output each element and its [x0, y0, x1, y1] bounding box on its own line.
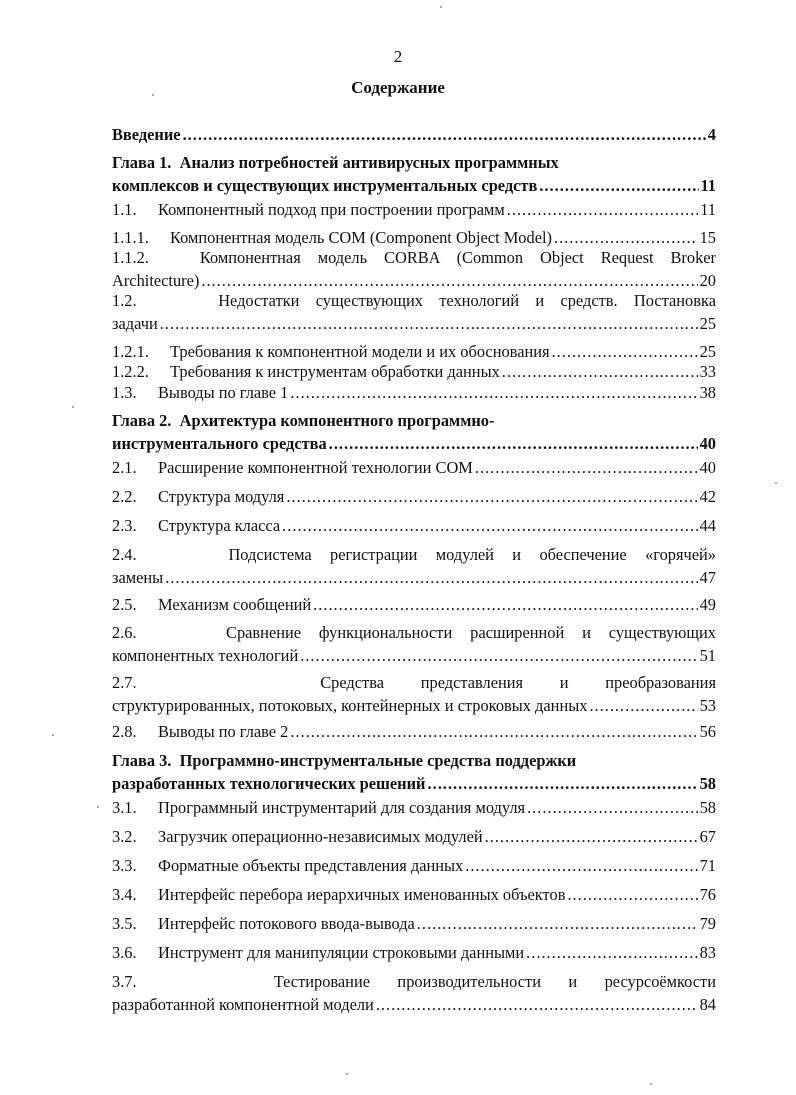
toc-number: 2.1.	[112, 458, 137, 477]
toc-entry-3-2	[112, 825, 716, 848]
toc-page: 42	[699, 487, 716, 506]
toc-number: Глава 1.	[112, 153, 172, 172]
toc-entry-chapter-2	[112, 409, 716, 455]
toc-title: Структура модуля	[158, 487, 285, 506]
toc-page: 44	[699, 516, 716, 535]
toc-entry-3-6	[112, 941, 716, 964]
toc-page: 47	[699, 568, 716, 587]
toc-title: Требования к инструментам обработки данных	[170, 362, 500, 381]
toc-page: 40	[699, 458, 716, 477]
toc-entry-introduction	[112, 123, 716, 146]
toc-title-continued: задачи	[112, 314, 158, 333]
toc-leader	[417, 912, 698, 935]
toc-number: 1.1.1.	[112, 228, 149, 247]
toc-page: 15	[699, 228, 716, 247]
toc-entry-2-3	[112, 514, 716, 537]
toc-entry-1-1-2	[112, 246, 716, 292]
toc-page: 4	[707, 125, 716, 144]
toc-number: 3.7.	[112, 972, 137, 991]
toc-number: 1.2.	[112, 291, 137, 310]
toc-number: 2.4.	[112, 545, 137, 564]
toc-entry-2-4	[112, 543, 716, 589]
toc-title: Выводы по главе 2	[158, 722, 289, 741]
toc-entry-1-2	[112, 289, 716, 335]
toc-entry-chapter-3	[112, 749, 716, 795]
toc-leader	[475, 456, 698, 479]
toc-entry-chapter-1	[112, 151, 716, 197]
toc-entry-2-2	[112, 485, 716, 508]
toc-leader	[465, 854, 697, 877]
toc-title: Инструмент для манипуляции строковыми данными	[158, 943, 525, 962]
toc-page: 40	[699, 434, 716, 453]
toc-title: Требования к компонентной модели и их обоснования	[170, 342, 550, 361]
toc-title-continued: инструментального средства	[112, 434, 327, 453]
toc-page: 67	[699, 827, 716, 846]
toc-leader	[589, 694, 697, 717]
toc-leader	[567, 883, 697, 906]
toc-title: Форматные объекты представления данных	[158, 856, 464, 875]
toc-entry-3-3	[112, 854, 716, 877]
toc-entry-2-1	[112, 456, 716, 479]
toc-entry-3-4	[112, 883, 716, 906]
toc-title: Компонентный подход при построении программ	[158, 200, 505, 219]
toc-page: 71	[699, 856, 716, 875]
toc-number: 2.8.	[112, 722, 137, 741]
toc-number: Глава 2.	[112, 411, 172, 430]
toc-page: 58	[699, 798, 716, 817]
toc-title: Программный инструментарий для создания модуля	[158, 798, 526, 817]
toc-page: 58	[699, 774, 716, 793]
toc-title: Интерфейс перебора иерархичных именованных объектов	[158, 885, 566, 904]
toc-number: 2.5.	[112, 595, 137, 614]
toc-title: Расширение компонентной технологии COM	[158, 458, 473, 477]
scan-speck	[775, 482, 777, 484]
toc-leader	[300, 644, 697, 667]
toc-entry-3-1	[112, 796, 716, 819]
toc-number: 2.7.	[112, 673, 137, 692]
toc-entry-2-6	[112, 621, 716, 667]
toc-leader	[313, 593, 697, 616]
toc-page: 38	[699, 383, 716, 402]
toc-title: Интерфейс потокового ввода-вывода	[158, 914, 415, 933]
scan-speck	[346, 1073, 348, 1075]
toc-title-continued: компонентных технологий	[112, 646, 299, 665]
toc-title: Загрузчик операционно-независимых модулей	[158, 827, 483, 846]
toc-title: Анализ потребностей антивирусных программных	[179, 153, 559, 172]
toc-number: 1.3.	[112, 383, 137, 402]
scan-speck	[72, 406, 74, 408]
toc-title: Программно-инструментальные средства поддержки	[179, 751, 577, 770]
toc-leader	[160, 312, 698, 335]
toc-number: Глава 3.	[112, 751, 172, 770]
toc-page: 83	[699, 943, 716, 962]
toc-page: 11	[700, 176, 716, 195]
toc-leader	[526, 941, 697, 964]
toc-title: Сравнение функциональности расширенной и существующих	[226, 623, 716, 642]
toc-leader	[290, 720, 697, 743]
toc-entry-2-5	[112, 593, 716, 616]
toc-title: Компонентная модель COM (Component Object Model)	[170, 228, 552, 247]
toc-leader	[286, 485, 697, 508]
toc-number: 3.2.	[112, 827, 137, 846]
toc-entry-1-1	[112, 198, 716, 221]
toc-page: 53	[699, 696, 716, 715]
toc-page: 20	[699, 271, 716, 290]
toc-number: 3.6.	[112, 943, 137, 962]
toc-page: 33	[699, 362, 716, 381]
toc-title-continued: разработанных технологических решений	[112, 774, 426, 793]
toc-number: 3.5.	[112, 914, 137, 933]
toc-title: Выводы по главе 1	[158, 383, 289, 402]
toc-title: Недостатки существующих технологий и средств. Постановка	[218, 291, 716, 310]
toc-entry-3-7	[112, 970, 716, 1016]
toc-leader	[376, 993, 698, 1016]
toc-number: 3.1.	[112, 798, 137, 817]
toc-number: 2.3.	[112, 516, 137, 535]
toc-leader	[183, 123, 706, 146]
toc-title-continued: замены	[112, 568, 164, 587]
toc-title-continued: комплексов и существующих инструментальных средств	[112, 176, 538, 195]
toc-title: Механизм сообщений	[158, 595, 312, 614]
scan-speck	[650, 1083, 652, 1085]
toc-title-continued: структурированных, потоковых, контейнерных и строковых данных	[112, 696, 588, 715]
toc-title: Подсистема регистрации модулей и обеспечение «горячей»	[228, 545, 716, 564]
toc-number: 2.2.	[112, 487, 137, 506]
toc-number: 1.2.1.	[112, 342, 149, 361]
toc-number: 2.6.	[112, 623, 137, 642]
toc-entry-1-3	[112, 381, 716, 404]
page-number: 2	[393, 47, 403, 66]
toc-title-continued: разработанной компонентной модели	[112, 995, 374, 1014]
toc-entry-3-5	[112, 912, 716, 935]
toc-title: Архитектура компонентного программно-	[179, 411, 495, 430]
toc-leader	[290, 381, 697, 404]
toc-number: 1.2.2.	[112, 362, 149, 381]
table-of-contents	[112, 0, 716, 1095]
toc-page: 84	[699, 995, 716, 1014]
toc-entry-1-2-2	[112, 360, 716, 383]
toc-entry-2-7	[112, 671, 716, 717]
toc-title: Введение	[112, 125, 181, 144]
toc-number: 3.4.	[112, 885, 137, 904]
toc-entry-2-8	[112, 720, 716, 743]
toc-page: 56	[699, 722, 716, 741]
toc-leader	[282, 514, 697, 537]
toc-title-continued: Architecture)	[112, 271, 200, 290]
toc-title: Структура класса	[158, 516, 281, 535]
toc-title: Средства представления и преобразования	[320, 673, 716, 692]
toc-page: 11	[700, 200, 716, 219]
toc-page: 76	[699, 885, 716, 904]
toc-page: 79	[699, 914, 716, 933]
toc-title: Тестирование производительности и ресурсоёмкости	[273, 972, 716, 991]
toc-leader	[502, 360, 698, 383]
toc-page: 25	[699, 314, 716, 333]
toc-title: Компонентная модель CORBA (Common Object Request Broker	[199, 248, 717, 267]
scan-speck	[97, 806, 99, 808]
scan-speck	[152, 94, 154, 96]
toc-number: 3.3.	[112, 856, 137, 875]
scan-speck	[52, 734, 54, 736]
toc-leader	[165, 566, 697, 589]
toc-leader	[428, 772, 698, 795]
toc-leader	[507, 198, 698, 221]
toc-page: 25	[699, 342, 716, 361]
toc-leader	[539, 174, 698, 197]
toc-number: 1.1.2.	[112, 248, 149, 267]
scan-speck	[440, 6, 442, 8]
page-title: Содержание	[351, 78, 445, 97]
toc-leader	[527, 796, 698, 819]
toc-page: 51	[699, 646, 716, 665]
toc-number: 1.1.	[112, 200, 137, 219]
toc-leader	[485, 825, 698, 848]
toc-page: 49	[699, 595, 716, 614]
toc-leader	[329, 432, 698, 455]
